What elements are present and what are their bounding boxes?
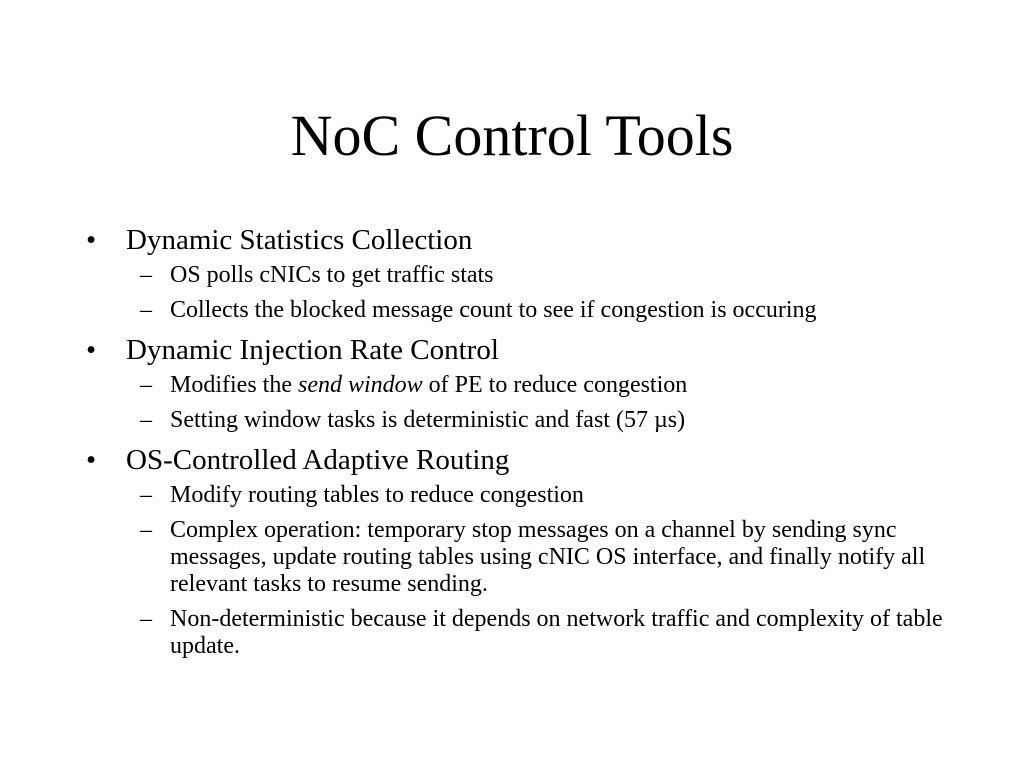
bullet-marker: • [86, 224, 97, 256]
sub-bullet-item [86, 482, 956, 509]
bullet-marker: • [86, 334, 97, 366]
sub-bullet-item [86, 407, 956, 434]
bullet-marker: • [86, 444, 97, 476]
slide-title: NoC Control Tools [290, 103, 734, 168]
sub-bullet-marker: – [140, 482, 152, 508]
sub-bullet-item [86, 372, 956, 399]
sub-bullet-item [86, 606, 956, 660]
sub-bullet-text-pre: Modifies the [170, 372, 298, 398]
sub-bullet-text: Modify routing tables to reduce congestion [170, 482, 584, 508]
sub-bullet-text-post: of PE to reduce congestion [422, 372, 688, 398]
sub-bullet-text: Setting window tasks is deterministic and fast (57 µs) [170, 407, 686, 433]
sub-bullet-marker: – [140, 407, 152, 433]
sub-bullet-text: OS polls cNICs to get traffic stats [170, 262, 494, 288]
sub-bullet-text [170, 372, 687, 398]
sub-bullet-marker: – [140, 372, 152, 398]
bullet-item [86, 332, 956, 368]
sub-bullet-marker: – [140, 517, 152, 543]
sub-bullet-marker: – [140, 262, 152, 288]
sub-bullet-marker: – [140, 297, 152, 323]
sub-bullet-text: Complex operation: temporary stop messages on a channel by sending sync messages, update routing tables using cNIC OS interface, and finally notify all relevant tasks to resume sending. [170, 517, 926, 597]
sub-bullet-list [86, 482, 956, 660]
bullet-item [86, 442, 956, 478]
sub-bullet-list [86, 372, 956, 434]
sub-bullet-list [86, 262, 956, 324]
bullet-text: Dynamic Statistics Collection [126, 224, 473, 256]
sub-bullet-item [86, 262, 956, 289]
bullet-text: OS-Controlled Adaptive Routing [126, 444, 510, 476]
sub-bullet-marker: – [140, 606, 152, 632]
sub-bullet-text: Collects the blocked message count to see if congestion is occuring [170, 297, 817, 323]
bullet-item [86, 222, 956, 258]
sub-bullet-item [86, 297, 956, 324]
bullet-text: Dynamic Injection Rate Control [126, 334, 499, 366]
slide-content [86, 222, 956, 668]
sub-bullet-text: Non-deterministic because it depends on network traffic and complexity of table update. [170, 606, 943, 659]
sub-bullet-text-emphasis: send window [297, 372, 423, 398]
sub-bullet-item [86, 517, 956, 598]
